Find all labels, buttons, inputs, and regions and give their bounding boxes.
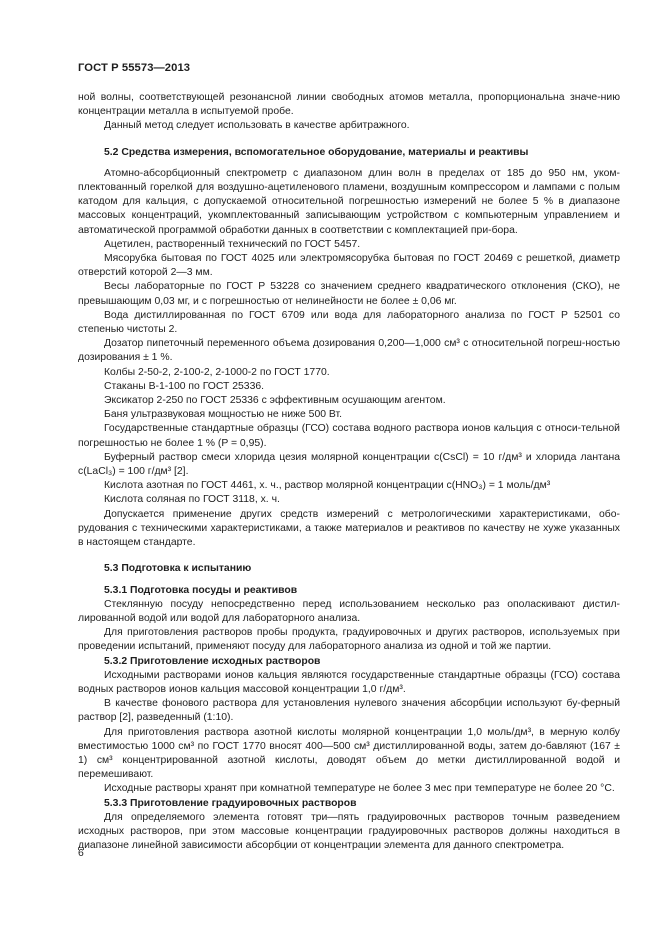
spacer — [78, 134, 620, 146]
paragraph: Кислота соляная по ГОСТ 3118, х. ч. — [104, 494, 280, 506]
paragraph: Стаканы В-1-100 по ГОСТ 25336. — [104, 380, 265, 392]
section-heading: 5.3.3 Приготовление градуировочных растворов — [104, 797, 357, 809]
paragraph: В качестве фонового раствора для установления нулевого значения абсорбции используют бу-ферный раствор [2], разведенный (1:10). — [78, 698, 620, 724]
paragraph: Мясорубка бытовая по ГОСТ 4025 или электромясорубка бытовая по ГОСТ 20469 с решеткой, диаметр отверстий которой 2—3 мм. — [78, 253, 620, 279]
paragraph: Буферный раствор смеси хлорида цезия молярной концентрации c(CsCl) = 10 г/дм³ и хлорида лантана c(LaCl₃) = 100 г/дм³ [2]. — [78, 451, 620, 478]
paragraph: Ацетилен, растворенный технический по ГОСТ 5457. — [104, 238, 361, 250]
paragraph: Дозатор пипеточный переменного объема дозирования 0,200—1,000 см³ с относительной погреш-ностью дозирования ± 1 %. — [78, 338, 620, 364]
paragraph: Вода дистиллированная по ГОСТ 6709 или вода для лабораторного анализа по ГОСТ Р 52501 со степенью чистоты 2. — [78, 309, 620, 336]
section-heading: 5.3 Подготовка к испытанию — [104, 563, 252, 575]
paragraph: Для приготовления растворов пробы продукта, градуировочных и других растворов, используемых при проведении испытаний, применяют посуду для лабораторного анализа из одной и той же партии. — [78, 627, 620, 653]
paragraph: Данный метод следует использовать в качестве арбитражного. — [104, 120, 410, 132]
section-heading: 5.2 Средства измерения, вспомогательное оборудование, материалы и реактивы — [104, 146, 529, 158]
spacer — [78, 577, 620, 584]
paragraph: Исходными растворами ионов кальция являются государственные стандартные образцы (ГСО) состава водных растворов ионов кальция массовой концентрации 1,0 г/дм³. — [78, 669, 620, 695]
section-heading: 5.3.1 Подготовка посуды и реактивов — [104, 584, 298, 596]
paragraph: Кислота азотная по ГОСТ 4461, х. ч., раствор молярной концентрации c(HNO₃) = 1 моль/дм³ — [104, 480, 551, 492]
paragraph: Эксикатор 2-250 по ГОСТ 25336 с эффективным осушающим агентом. — [104, 395, 446, 407]
document-body — [78, 91, 620, 853]
page-number: 6 — [78, 848, 84, 859]
spacer — [78, 160, 620, 167]
document-code: ГОСТ Р 55573—2013 — [78, 62, 191, 74]
paragraph: Атомно-абсорбционный спектрометр с диапазоном длин волн в пределах от 185 до 950 нм, уком-плектованный горелкой для воздушно-ацетиленового пламени, воздушным компрессором и лампами с полым катодом для кальция, с допускаемой относительной погрешностью измерений не более 5 % в диапазоне массовых концентраций, укомплектованный записывающим устройством с компьютерным управлением и автоматической программой обработки данных в соответствии с комплектацией при-бора. — [78, 167, 620, 236]
paragraph: Колбы 2-50-2, 2-100-2, 2-1000-2 по ГОСТ 1770. — [104, 366, 330, 378]
paragraph: Стеклянную посуду непосредственно перед использованием несколько раз ополаскивают дистил-лированной водой или водой для лабораторного анализа. — [78, 598, 620, 624]
spacer — [78, 550, 620, 562]
paragraph: ной волны, соответствующей резонансной линии свободных атомов металла, пропорциональна значе-нию концентрации металла в испытуемой пробе. — [78, 92, 620, 118]
paragraph: Весы лабораторные по ГОСТ Р 53228 со значением среднего квадратического отклонения (СКО), не превышающим 0,03 мг, и с погрешностью от нелинейности не более ± 0,06 мг. — [78, 281, 620, 307]
paragraph: Баня ультразвуковая мощностью не ниже 500 Вт. — [104, 409, 342, 421]
paragraph: Для приготовления раствора азотной кислоты молярной концентрации 1,0 моль/дм³, в мерную колбу вместимостью 1000 см³ по ГОСТ 1770 вносят 400—500 см³ дистиллированной воды, затем до-бавляют (167 ± 1) см³ концентрированной азотной кислоты, доводят объем до метки дистиллированной водой и перемешивают. — [78, 726, 620, 781]
paragraph: Допускается применение других средств измерений с метрологическими характеристиками, обо-рудования с техническими характеристиками, а также материалов и реактивов по качеству не хуже указанных в настоящем стандарте. — [78, 508, 620, 549]
section-heading: 5.3.2 Приготовление исходных растворов — [104, 655, 321, 667]
paragraph: Государственные стандартные образцы (ГСО) состава водного раствора ионов кальция с относи-тельной погрешностью не более 1 % (P = 0,95). — [78, 423, 620, 449]
paragraph: Для определяемого элемента готовят три—пять градуировочных растворов точным разведением исходных растворов, при этом массовые концентрации градуировочных растворов должны находиться в диапазоне линейной зависимости абсорбции от концентрации элемента для данного спектрометра. — [78, 811, 620, 852]
paragraph: Исходные растворы хранят при комнатной температуре не более 3 мес при температуре не более 20 °С. — [104, 783, 615, 795]
